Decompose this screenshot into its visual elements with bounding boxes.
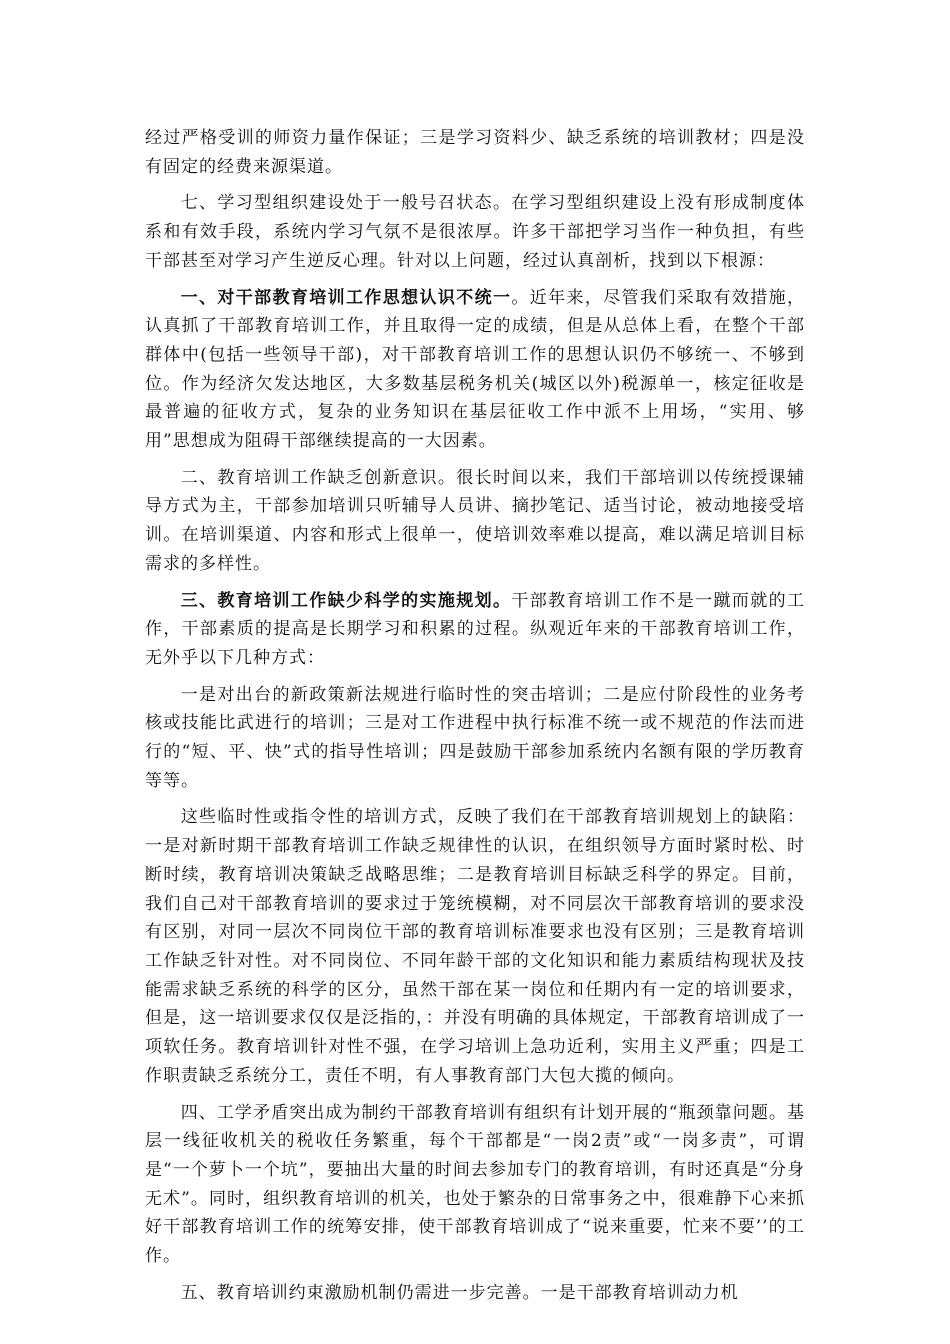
paragraph-cause-five	[145, 1279, 805, 1308]
paragraph-heading: 三、教育培训工作缺少科学的实施规划。	[180, 590, 512, 611]
paragraph-text: 一是对出台的新政策新法规进行临时性的突击培训；二是应付阶段性的业务考核或技能比武进行的培训；三是对工作进程中执行标准不统一或不规范的作法而进行的“短、平、快”式的指导性培训；四是鼓励干部参加系统内名额有限的学历教育等等。	[145, 684, 805, 791]
paragraph-training-methods	[145, 681, 805, 796]
paragraph-text: 。近年来，尽管我们采取有效措施，认真抓了干部教育培训工作，并且取得一定的成绩，但是从总体上看，在整个干部群体中(包括一些领导干部)，对干部教育培训工作的思想认识仍不够统一、不够到位。作为经济欠发达地区，大多数基层税务机关(城区以外)税源单一，核定征收是最普遍的征收方式，复杂的业务知识在基层征收工作中派不上用场，“实用、够用”思想成为阻碍干部继续提高的一大因素。	[145, 287, 806, 452]
paragraph-cause-one	[145, 284, 805, 456]
paragraph-cause-three	[145, 587, 805, 673]
paragraph-text: 这些临时性或指令性的培训方式，反映了我们在干部教育培训规划上的缺陷：一是对新时期干部教育培训工作缺乏规律性的认识，在组织领导方面时紧时松、时断时续，教育培训决策缺乏战略思维；二是教育培训目标缺乏科学的界定。目前，我们自己对干部教育培训的要求过于笼统模糊，对不同层次干部教育培训的要求没有区别，对同一层次不同岗位干部的教育培训标准要求也没有区别；三是教育培训工作缺乏针对性。对不同岗位、不同年龄干部的文化知识和能力素质结构现状及技能需求缺乏系统的科学的区分，虽然干部在某一岗位和任期内有一定的培训要求，但是，这一培训要求仅仅是泛指的，：并没有明确的具体规定，干部教育培训成了一项软任务。教育培训针对性不强，在学习培训上急功近利，实用主义严重；四是工作职责缺乏系统分工，责任不明，有人事教育部门大包大揽的倾向。	[145, 807, 805, 1086]
paragraph-text: 二、教育培训工作缺乏创新意识。很长时间以来，我们干部培训以传统授课辅导方式为主，干部参加培训只听辅导人员讲、摘抄笔记、适当讨论，被动地接受培训。在培训渠道、内容和形式上很单一，使培训效率难以提高，难以满足培训目标需求的多样性。	[145, 467, 805, 574]
paragraph-cause-four	[145, 1099, 805, 1271]
paragraph-cause-two	[145, 464, 805, 579]
paragraph-continuation	[145, 124, 805, 181]
document-body	[145, 124, 805, 1315]
paragraph-text: 干部教育培训工作不是一蹴而就的工作，干部素质的提高是长期学习和积累的过程。纵观近年来的干部教育培训工作，无外乎以下几种方式：	[145, 590, 806, 668]
paragraph-text: 五、教育培训约束激励机制仍需进一步完善。一是干部教育培训动力机	[180, 1282, 739, 1303]
paragraph-learning-organization	[145, 189, 805, 275]
paragraph-heading: 一、对干部教育培训工作思想认识不统一	[180, 287, 512, 308]
paragraph-text: 七、学习型组织建设处于一般号召状态。在学习型组织建设上没有形成制度体系和有效手段，系统内学习气氛不是很浓厚。许多干部把学习当作一种负担，有些干部甚至对学习产生逆反心理。针对以上问题，经过认真剖析，找到以下根源：	[145, 193, 805, 271]
paragraph-planning-defects	[145, 803, 805, 1090]
paragraph-text: 经过严格受训的师资力量作保证；三是学习资料少、缺乏系统的培训教材；四是没有固定的经费来源渠道。	[145, 128, 805, 177]
paragraph-text: 四、工学矛盾突出成为制约干部教育培训有组织有计划开展的“瓶颈靠问题。基层一线征收机关的税收任务繁重，每个干部都是“一岗2责”或“一岗多责”，可谓是“一个萝卜一个坑”，要抽出大量的时间去参加专门的教育培训，有时还真是“分身无术”。同时，组织教育培训的机关，也处于繁杂的日常事务之中，很难静下心来抓好干部教育培训工作的统筹安排，使干部教育培训成了“说来重要，忙来不要’’的工作。	[145, 1102, 805, 1267]
